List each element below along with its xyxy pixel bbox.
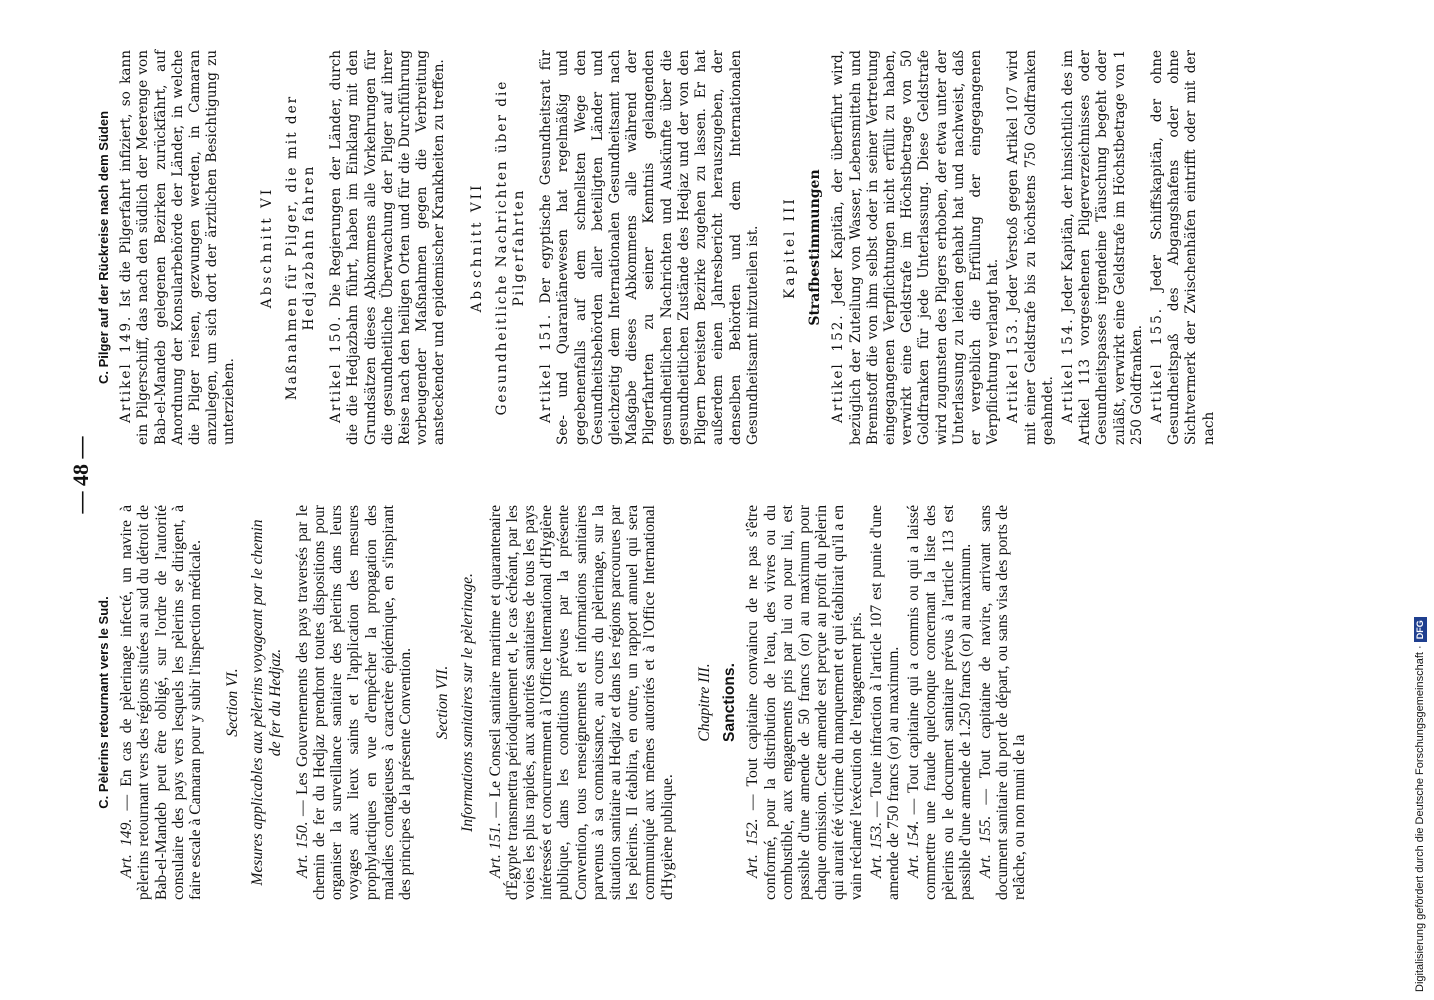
article-label: Art. 152. bbox=[744, 818, 762, 878]
article-label: Artikel 155. bbox=[1148, 306, 1165, 423]
dfg-logo: DFG bbox=[1414, 617, 1427, 642]
article-155-de bbox=[1149, 50, 1218, 445]
article-154-de bbox=[1060, 50, 1146, 445]
article-151-de bbox=[538, 50, 762, 445]
article-text: Jeder Kapitän, der hinsichtlich des im Artikel 113 vorgesehenen Pilgerverzeichnisses oder Gesundheitspasses irgendeine Täuschung begeht oder zuläßt, verwirkt eine Geldstrafe im Höchstbetrage von 1 250 Goldfranken. bbox=[1059, 49, 1145, 445]
article-label: Art. 151. bbox=[486, 822, 504, 878]
section-title: Mesures applicables aux pèlerins voyageant par le chemin de fer du Hedjaz. bbox=[249, 519, 284, 886]
german-column bbox=[95, 50, 1221, 445]
article-label: Art. 155. bbox=[976, 815, 994, 878]
article-153-fr bbox=[868, 505, 902, 900]
article-text: Jeder Schiffskapitän, der ohne Gesundheitspaß des Abgangshafens oder ohne Sichtvermerk der Zwischenhäfen eintrifft oder mit der nach bbox=[1148, 50, 1217, 445]
article-text: — Toute infraction à l'article 107 est punie d'une amende de 750 francs (or) au maximum. bbox=[867, 505, 902, 900]
article-152-fr bbox=[744, 505, 864, 900]
article-154-fr bbox=[905, 505, 974, 900]
article-label: Artikel 153. bbox=[1005, 316, 1022, 423]
article-text: — Tout capitaine de navire, arrivant sans document sanitaire du port de départ, ou sans visa des ports de relâche, ou non muni de la bbox=[976, 505, 1029, 900]
article-text: Jeder Verstoß gegen Artikel 107 wird mit einer Geldstrafe bis zu höchstens 750 Goldfranken geahndet. bbox=[1005, 49, 1056, 445]
article-label: Artikel 152. bbox=[830, 313, 847, 423]
section-heading: Abschnitt VI bbox=[258, 186, 275, 309]
article-label: Art. 154. bbox=[905, 820, 923, 878]
article-149-de bbox=[118, 50, 238, 445]
article-text: Ist die Pilgerfahrt infiziert, so kann ein Pilgerschiff, das nach den südlich der Meerenge von Bab-el-Mandeb gelegenen Bezirken zurückfährt, auf Anordnung der Konsularbehörde der Länder, in welche die Pilger reisen, gezwungen werden, in Camaran anzulegen, um sich dort der ärztlichen Besichtigung zu unterziehen. bbox=[118, 49, 238, 445]
article-151-fr bbox=[487, 505, 676, 900]
subsection-heading: C. Pilger auf der Rückreise nach dem Süden bbox=[96, 110, 111, 385]
chapter-title: Sanctions. bbox=[721, 663, 739, 742]
digitization-notice bbox=[1410, 8, 1430, 992]
article-150-de bbox=[328, 50, 448, 445]
article-text: Jeder Kapitän, der überführt wird, bezüglich der Zuteilung von Wasser, Lebensmitteln und Brennstoff die von ihm selbst oder in seiner Vertretung eingegangenen Verpflichtungen nicht erfüllt zu haben, verwirkt eine Geldstrafe im Höchstbetrage von 50 Goldfranken für jede Unterlassung. Diese Geldstrafe wird zugunsten des Pilgers erhoben, der etwa unter der Unterlassung zu leiden gehabt hat und nachweist, daß er vergeblich die Erfüllung der eingegangenen Verpflichtung verlangt hat. bbox=[830, 50, 1002, 445]
article-text: — Tout capitaine convaincu de ne pas s'être conformé, pour la distribution de l'eau, des vivres ou du combustible, aux engagements pris par lui ou pour lui, est passible d'une amende de 50 francs (or) au maximum pour chaque omission. Cette amende est perçue au profit du pèlerin qui aurait été victime du manquement et qui établirait qu'il a en vain réclamé l'exécution de l'engagement pris. bbox=[744, 505, 865, 900]
chapter-heading: Chapitre III. bbox=[695, 663, 713, 742]
digitization-text: Digitalisierung gefördert durch die Deutsche Forschungsgemeinschaft · bbox=[1414, 645, 1426, 992]
article-text: — En cas de pèlerinage infecté, un navire à pèlerins retournant vers des régions situées au sud du détroit de Bab-el-Mandeb peut être obligé, sur l'ordre de l'autorité consulaire des pays vers lesquels les pèlerins se dirigent, à faire escale à Camaran pour y subir l'inspection médicale. bbox=[118, 505, 205, 900]
section-heading: Abschnitt VII bbox=[468, 182, 485, 313]
article-label: Artikel 151. bbox=[538, 312, 555, 423]
section-title: Maßnahmen für Pilger, die mit der Hedjazbahn fahren bbox=[283, 94, 318, 401]
article-text: — Tout capitaine qui a commis ou qui a laissé commettre une fraude quelconque concernant la liste des pèlerins ou le document sanitaire prévus à l'article 113 est passible d'une amende de 1.250 francs (or) au maximum. bbox=[905, 505, 974, 900]
article-text: Der egyptische Gesundheitsrat für See- und Quarantänewesen hat regelmäßig und gegebenenfalls auf dem schnellsten Wege den Gesundheitsbehörden aller beteiligten Länder und gleichzeitig dem Internationalen Gesundheitsamt nach Maßgabe dieses Abkommens alle während der Pilgerfahrten zu seiner Kenntnis gelangenden gesundheitlichen Nachrichten und Auskünfte über die gesundheitlichen Zustände des Hedjaz und der von den Pilgern bereisten Bezirke zugehen zu lassen. Er hat außerdem einen Jahresbericht herauszugeben, der denselben Behörden und dem Internationalen Gesundheitsamt mitzuteilen ist. bbox=[538, 50, 761, 445]
article-label: Artikel 150. bbox=[328, 314, 345, 423]
article-label: Art. 153. bbox=[867, 821, 885, 878]
section-heading: Section VI. bbox=[224, 668, 242, 737]
article-149-fr bbox=[118, 505, 204, 900]
section-heading: Section VII. bbox=[434, 665, 452, 740]
page-number: — 48 — bbox=[68, 436, 93, 514]
article-text: — Le Conseil sanitaire maritime et quarantenaire d'Égypte transmettra périodiquement et, le cas échéant, par les voies les plus rapides, aux autorités sanitaires de tous les pays intéressés et concurremment à l'Office International d'Hygiène publique, dans les conditions prévues par la présente Convention, tous renseignements et informations sanitaires parvenus à sa connaissance, au cours du pèlerinage, sur la situation sanitaire au Hedjaz et dans les régions parcourues par les pèlerins. Il établira, en outre, un rapport annuel qui sera communiqué aux mêmes autorités et à l'Office International d'Hygiène publique. bbox=[486, 505, 676, 900]
article-150-fr bbox=[294, 505, 414, 900]
chapter-title: Strafbestimmungen bbox=[807, 169, 824, 326]
article-text: Die Regierungen der Länder, durch die die Hedjazbahn führt, haben im Einklang mit den Grundsätzen dieses Abkommens alle Vorkehrungen für die gesundheitliche Überwachung der Pilger auf ihrer Reise nach den heiligen Orten und für die Durchführung vorbeugender Maßnahmen gegen die Verbreitung ansteckender und epidemischer Krankheiten zu treffen. bbox=[328, 49, 448, 445]
article-label: Artikel 154. bbox=[1059, 317, 1076, 423]
chapter-heading: Kapitel III bbox=[781, 196, 798, 299]
article-153-de bbox=[1005, 50, 1057, 445]
subsection-heading: C. Pèlerins retournant vers le Sud. bbox=[96, 596, 111, 809]
french-column bbox=[95, 505, 1032, 900]
section-title: Informations sanitaires sur le pèlerinage. bbox=[459, 573, 477, 832]
article-label: Art. 150. bbox=[293, 821, 311, 878]
article-label: Artikel 149. bbox=[118, 314, 135, 423]
article-155-fr bbox=[977, 505, 1029, 900]
article-label: Art. 149. bbox=[118, 818, 136, 878]
article-152-de bbox=[830, 50, 1002, 445]
article-text: — Les Gouvernements des pays traversés par le chemin de fer du Hedjaz prendront toutes dispositions pour organiser la surveillance sanitaire des pèlerins dans leurs voyages aux lieux saints et l'application des mesures prophylactiques en vue d'empêcher la propagation des maladies contagieuses à caractère épidémique, en s'inspirant des principes de la présente Convention. bbox=[293, 505, 415, 900]
section-title: Gesundheitliche Nachrichten über die Pilgerfahrten bbox=[493, 79, 528, 416]
